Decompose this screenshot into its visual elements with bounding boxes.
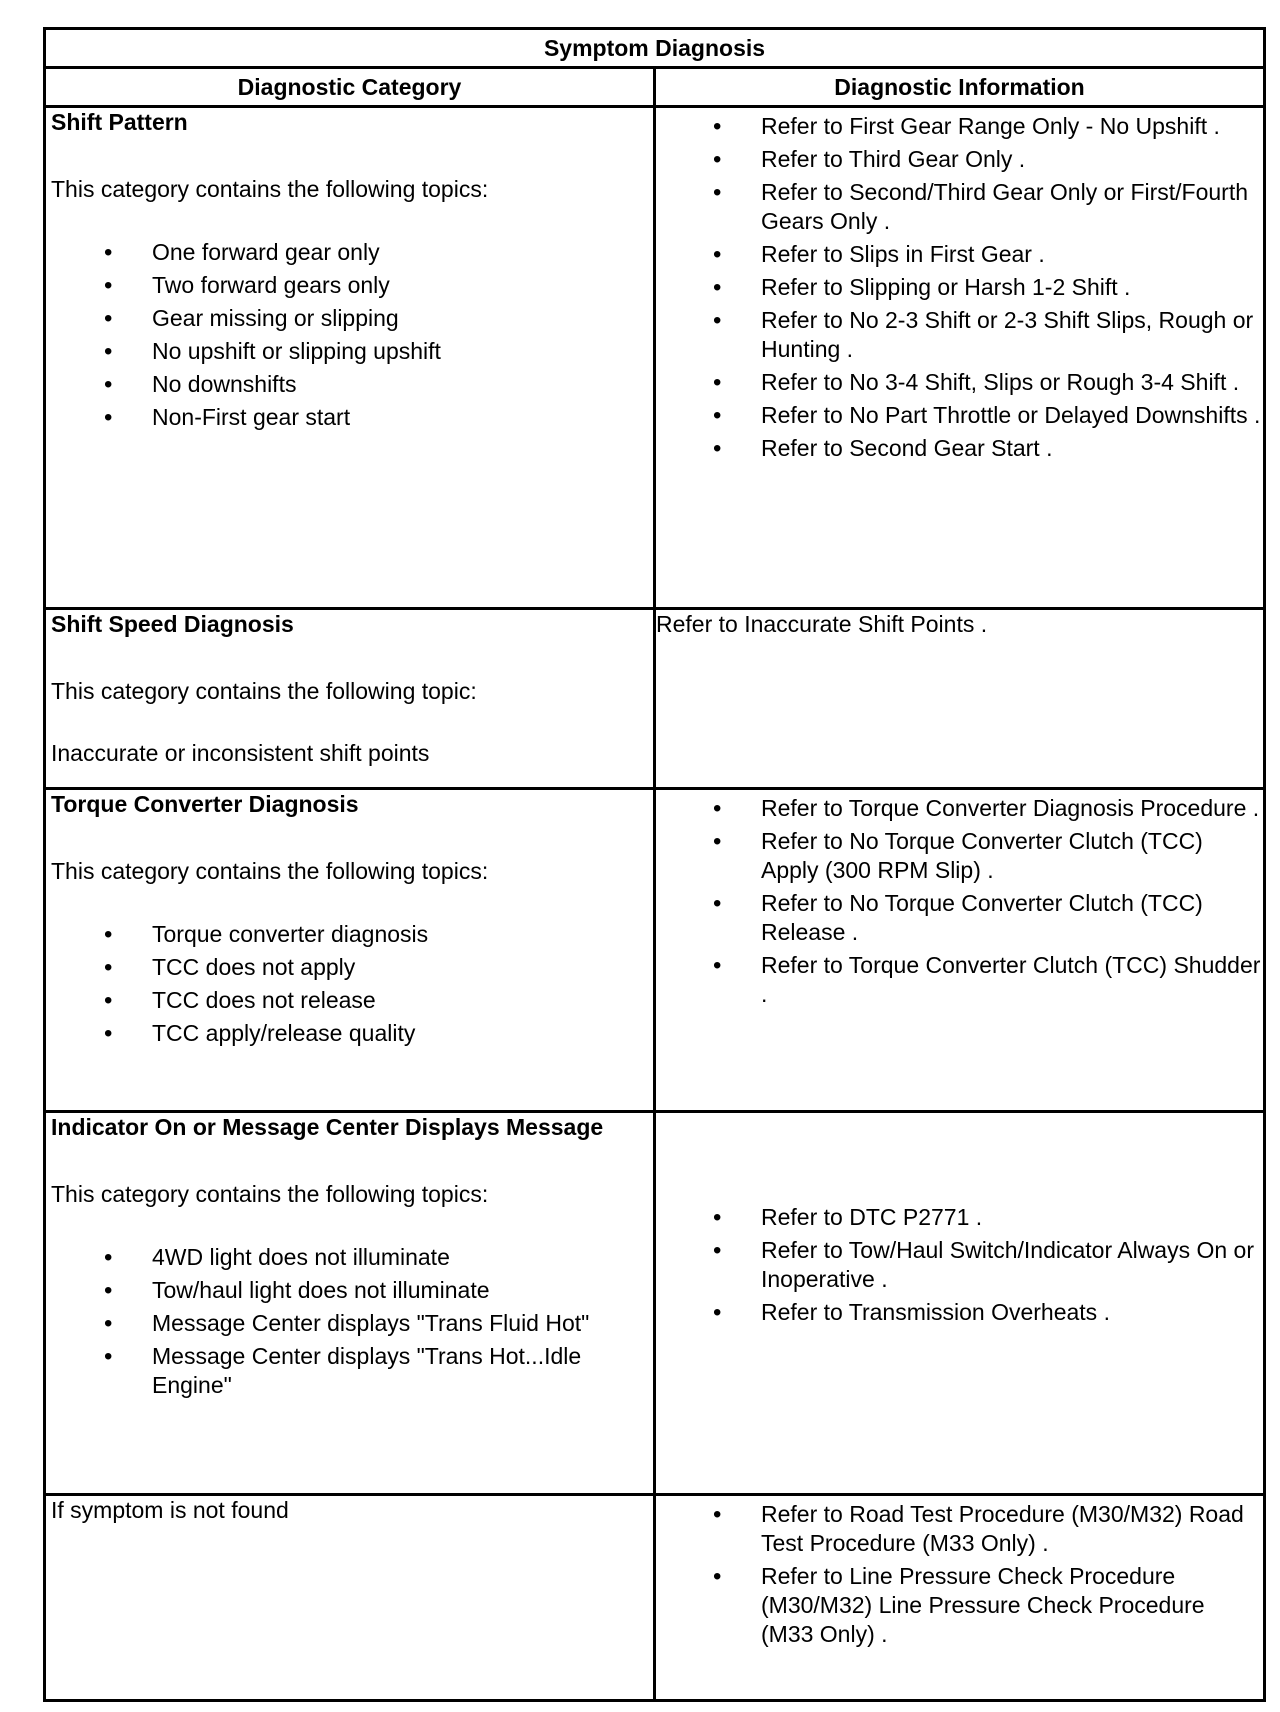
header-diagnostic-information: Diagnostic Information [655, 68, 1265, 107]
info-link[interactable]: • Refer to Slipping or Harsh 1-2 Shift . [656, 273, 1263, 302]
category-title: Torque Converter Diagnosis [51, 791, 359, 817]
list-item: • Tow/haul light does not illuminate [51, 1276, 653, 1305]
list-item: • TCC does not release [51, 986, 653, 1015]
category-title: Indicator On or Message Center Displays Message [51, 1114, 604, 1140]
info-link[interactable]: • Refer to No Part Throttle or Delayed Downshifts . [656, 401, 1263, 430]
table-row [45, 107, 1265, 609]
category-text: If symptom is not found [51, 1497, 289, 1523]
category-intro: This category contains the following topics: [51, 176, 489, 202]
info-link[interactable]: • Refer to No 3-4 Shift, Slips or Rough 3-4 Shift . [656, 368, 1263, 397]
list-item: • 4WD light does not illuminate [51, 1243, 653, 1272]
category-cell [45, 1495, 655, 1701]
category-cell [45, 789, 655, 1112]
topic-list [51, 238, 653, 432]
info-link[interactable]: • Refer to No Torque Converter Clutch (TCC) Apply (300 RPM Slip) . [656, 827, 1263, 885]
info-cell [655, 107, 1265, 609]
list-item: • Torque converter diagnosis [51, 920, 653, 949]
category-cell [45, 107, 655, 609]
info-link[interactable]: • Refer to No 2-3 Shift or 2-3 Shift Slips, Rough or Hunting . [656, 306, 1263, 364]
table-row [45, 1112, 1265, 1495]
category-intro: This category contains the following topic: [51, 678, 477, 704]
category-intro: This category contains the following topics: [51, 858, 489, 884]
topic-list [51, 920, 653, 1048]
topic-text: Inaccurate or inconsistent shift points [51, 740, 430, 766]
category-intro: This category contains the following topics: [51, 1181, 489, 1207]
info-cell [655, 789, 1265, 1112]
info-link[interactable]: • Refer to Tow/Haul Switch/Indicator Always On or Inoperative . [656, 1236, 1263, 1294]
info-link[interactable]: • Refer to Road Test Procedure (M30/M32) Road Test Procedure (M33 Only) . [656, 1500, 1263, 1558]
list-item: • One forward gear only [51, 238, 653, 267]
info-list [656, 1500, 1263, 1649]
topic-list [51, 1243, 653, 1400]
category-cell [45, 609, 655, 789]
info-link[interactable]: • Refer to Transmission Overheats . [656, 1298, 1263, 1327]
info-cell [655, 609, 1265, 789]
info-cell [655, 1112, 1265, 1495]
info-cell [655, 1495, 1265, 1701]
list-item: • Message Center displays "Trans Hot...Idle Engine" [51, 1342, 653, 1400]
info-link[interactable]: • Refer to Second Gear Start . [656, 434, 1263, 463]
list-item: • Non-First gear start [51, 403, 653, 432]
list-item: • No upshift or slipping upshift [51, 337, 653, 366]
info-link[interactable]: Refer to Inaccurate Shift Points . [656, 611, 988, 637]
list-item: • TCC does not apply [51, 953, 653, 982]
info-list [656, 794, 1263, 1009]
list-item: • No downshifts [51, 370, 653, 399]
header-diagnostic-category: Diagnostic Category [45, 68, 655, 107]
symptom-diagnosis-table [43, 27, 1266, 1702]
table-title: Symptom Diagnosis [45, 29, 1265, 68]
list-item: • Two forward gears only [51, 271, 653, 300]
info-link[interactable]: • Refer to DTC P2771 . [656, 1203, 1263, 1232]
info-link[interactable]: • Refer to Torque Converter Diagnosis Procedure . [656, 794, 1263, 823]
info-link[interactable]: • Refer to No Torque Converter Clutch (TCC) Release . [656, 889, 1263, 947]
table-row [45, 1495, 1265, 1701]
category-title: Shift Pattern [51, 109, 188, 135]
info-link[interactable]: • Refer to Torque Converter Clutch (TCC) Shudder . [656, 951, 1263, 1009]
table-row [45, 609, 1265, 789]
info-link[interactable]: • Refer to Slips in First Gear . [656, 240, 1263, 269]
info-list [656, 1203, 1263, 1327]
list-item: • Gear missing or slipping [51, 304, 653, 333]
category-cell [45, 1112, 655, 1495]
category-title: Shift Speed Diagnosis [51, 611, 294, 637]
info-link[interactable]: • Refer to Second/Third Gear Only or First/Fourth Gears Only . [656, 178, 1263, 236]
info-link[interactable]: • Refer to Line Pressure Check Procedure (M30/M32) Line Pressure Check Procedure (M33 Only) . [656, 1562, 1263, 1649]
info-list [656, 112, 1263, 463]
list-item: • TCC apply/release quality [51, 1019, 653, 1048]
info-link[interactable]: • Refer to First Gear Range Only - No Upshift . [656, 112, 1263, 141]
list-item: • Message Center displays "Trans Fluid Hot" [51, 1309, 653, 1338]
info-link[interactable]: • Refer to Third Gear Only . [656, 145, 1263, 174]
cell-spacer [656, 1113, 1263, 1199]
table-row [45, 789, 1265, 1112]
